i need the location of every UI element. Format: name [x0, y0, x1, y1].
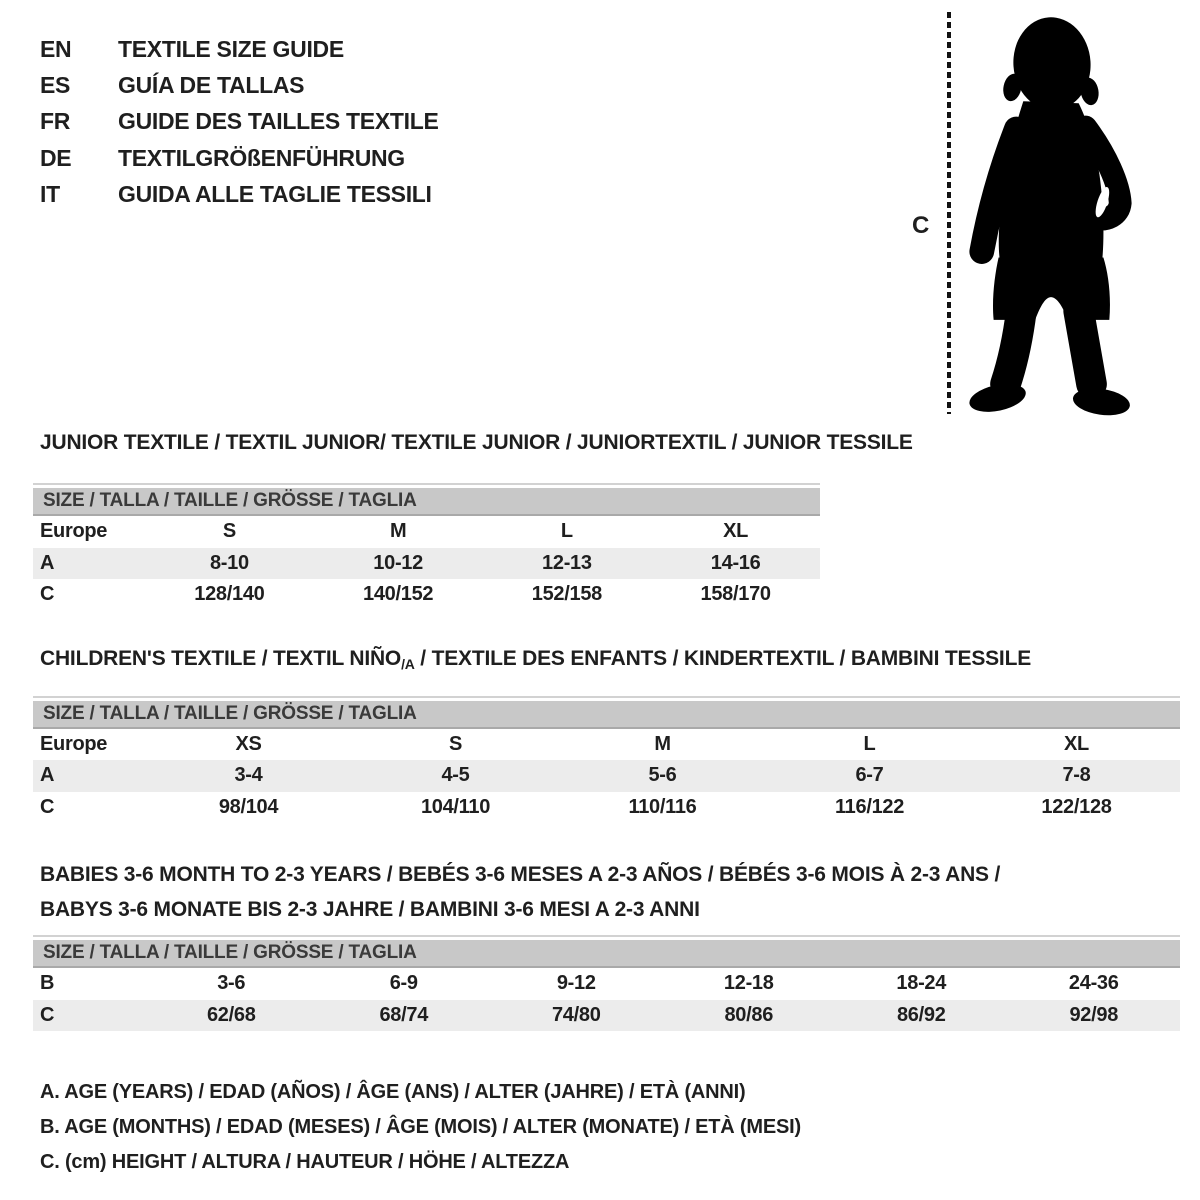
language-row-it [40, 177, 439, 213]
children-size-table [33, 696, 1180, 824]
column-header: Europe [40, 732, 108, 755]
table-cell: 3-6 [217, 972, 246, 995]
table-cell: 5-6 [648, 764, 677, 787]
babies-title-line2: BABYS 3-6 MONATE BIS 2-3 JAHRE / BAMBINI 3-6 MESI A 2-3 ANNI [40, 898, 700, 921]
height-measure-label: C [912, 212, 930, 239]
language-code: DE [40, 144, 72, 171]
language-code: FR [40, 108, 71, 135]
column-header: M [389, 520, 407, 543]
row-label: A [40, 764, 55, 787]
table-columns-row [33, 729, 1180, 761]
table-cell: 92/98 [1069, 1003, 1119, 1026]
language-row-es [40, 67, 439, 103]
title-text: / TEXTILE DES ENFANTS / KINDERTEXTIL / BAMBINI TESSILE [414, 646, 1032, 670]
babies-section-title [33, 857, 1180, 927]
column-header: XL [1064, 732, 1089, 755]
table-cell: 3-4 [234, 764, 263, 787]
table-cell: 7-8 [1062, 764, 1091, 787]
table-cell: 18-24 [896, 972, 947, 995]
column-header: M [654, 732, 671, 755]
column-header: L [560, 520, 573, 543]
table-cell: 14-16 [710, 551, 761, 574]
language-row-fr [40, 104, 439, 140]
language-code: ES [40, 72, 71, 99]
table-cell: 68/74 [379, 1003, 429, 1026]
column-header: L [863, 732, 876, 755]
column-header: S [448, 732, 463, 755]
column-header: Europe [40, 520, 108, 543]
table-cell: 6-9 [389, 972, 418, 995]
size-header-bar: SIZE / TALLA / TAILLE / GRÖSSE / TAGLIA [33, 488, 820, 516]
title-text: CHILDREN'S TEXTILE / TEXTIL NIÑO [40, 646, 402, 670]
table-cell: 12-13 [542, 551, 592, 574]
table-cell: 152/158 [531, 583, 602, 606]
table-cell: 6-7 [855, 764, 884, 787]
language-label: TEXTILE SIZE GUIDE [118, 35, 344, 62]
table-row [33, 548, 820, 580]
table-row [33, 579, 820, 611]
table-cell: 4-5 [441, 764, 470, 787]
table-cell: 8-10 [209, 551, 249, 574]
babies-size-table [33, 935, 1180, 1031]
table-cell: 74/80 [551, 1003, 601, 1026]
table-cell: 86/92 [896, 1003, 946, 1026]
language-row-en [40, 31, 439, 67]
title-subscript: /A [401, 655, 415, 672]
row-label: B [40, 972, 55, 995]
table-cell: 24-36 [1068, 972, 1119, 995]
children-section-title [33, 646, 1180, 677]
table-cell: 158/170 [700, 583, 771, 606]
babies-title-line1: BABIES 3-6 MONTH TO 2-3 YEARS / BEBÉS 3-6 MESES A 2-3 AÑOS / BÉBÉS 3-6 MOIS À 2-3 ANS / [40, 863, 1001, 886]
table-cell: 10-12 [373, 551, 423, 574]
table-cell: 62/68 [206, 1003, 256, 1026]
table-cell: 140/152 [363, 583, 434, 606]
language-label: GUIDE DES TAILLES TEXTILE [118, 108, 439, 135]
language-code: EN [40, 35, 72, 62]
language-list [40, 31, 439, 213]
table-cell: 104/110 [420, 795, 491, 818]
table-cell: 12-18 [723, 972, 774, 995]
junior-section-title: JUNIOR TEXTILE / TEXTIL JUNIOR/ TEXTILE JUNIOR / JUNIORTEXTIL / JUNIOR TESSILE [40, 431, 913, 454]
column-header: XL [723, 520, 749, 543]
size-guide-content [33, 430, 1180, 1180]
legend-line-c: C. (cm) HEIGHT / ALTURA / HAUTEUR / HÖHE / ALTEZZA [40, 1151, 570, 1173]
table-cell: 110/116 [628, 795, 697, 818]
language-label: GUÍA DE TALLAS [118, 72, 305, 99]
table-cell: 9-12 [556, 972, 596, 995]
table-cell: 128/140 [194, 583, 265, 606]
legend-line-a: A. AGE (YEARS) / EDAD (AÑOS) / ÂGE (ANS) / ALTER (JAHRE) / ETÀ (ANNI) [40, 1081, 746, 1103]
legend-line-b: B. AGE (MONTHS) / EDAD (MESES) / ÂGE (MOIS) / ALTER (MONATE) / ETÀ (MESI) [40, 1116, 801, 1138]
table-columns-row [33, 516, 820, 548]
table-cell: 116/122 [834, 795, 905, 818]
column-header: XS [235, 732, 262, 755]
size-header-bar: SIZE / TALLA / TAILLE / GRÖSSE / TAGLIA [33, 701, 1180, 729]
row-label: C [40, 795, 55, 818]
row-label: A [40, 551, 55, 574]
measure-legend [33, 1075, 1180, 1180]
table-row [33, 792, 1180, 824]
height-measure-dashed-line [947, 12, 951, 414]
language-code: IT [40, 181, 60, 208]
row-label: C [40, 583, 55, 606]
size-header-bar: SIZE / TALLA / TAILLE / GRÖSSE / TAGLIA [33, 940, 1180, 968]
language-row-de [40, 140, 439, 176]
language-label: TEXTILGRÖßENFÜHRUNG [118, 144, 405, 171]
table-row [33, 1000, 1180, 1032]
junior-size-table [33, 483, 820, 611]
table-row [33, 968, 1180, 1000]
baby-silhouette-icon [961, 14, 1139, 416]
column-header: S [222, 520, 236, 543]
language-label: GUIDA ALLE TAGLIE TESSILI [118, 181, 432, 208]
table-row [33, 760, 1180, 792]
table-cell: 122/128 [1041, 795, 1112, 818]
row-label: C [40, 1003, 55, 1026]
table-cell: 80/86 [724, 1003, 774, 1026]
table-cell: 98/104 [218, 795, 279, 818]
